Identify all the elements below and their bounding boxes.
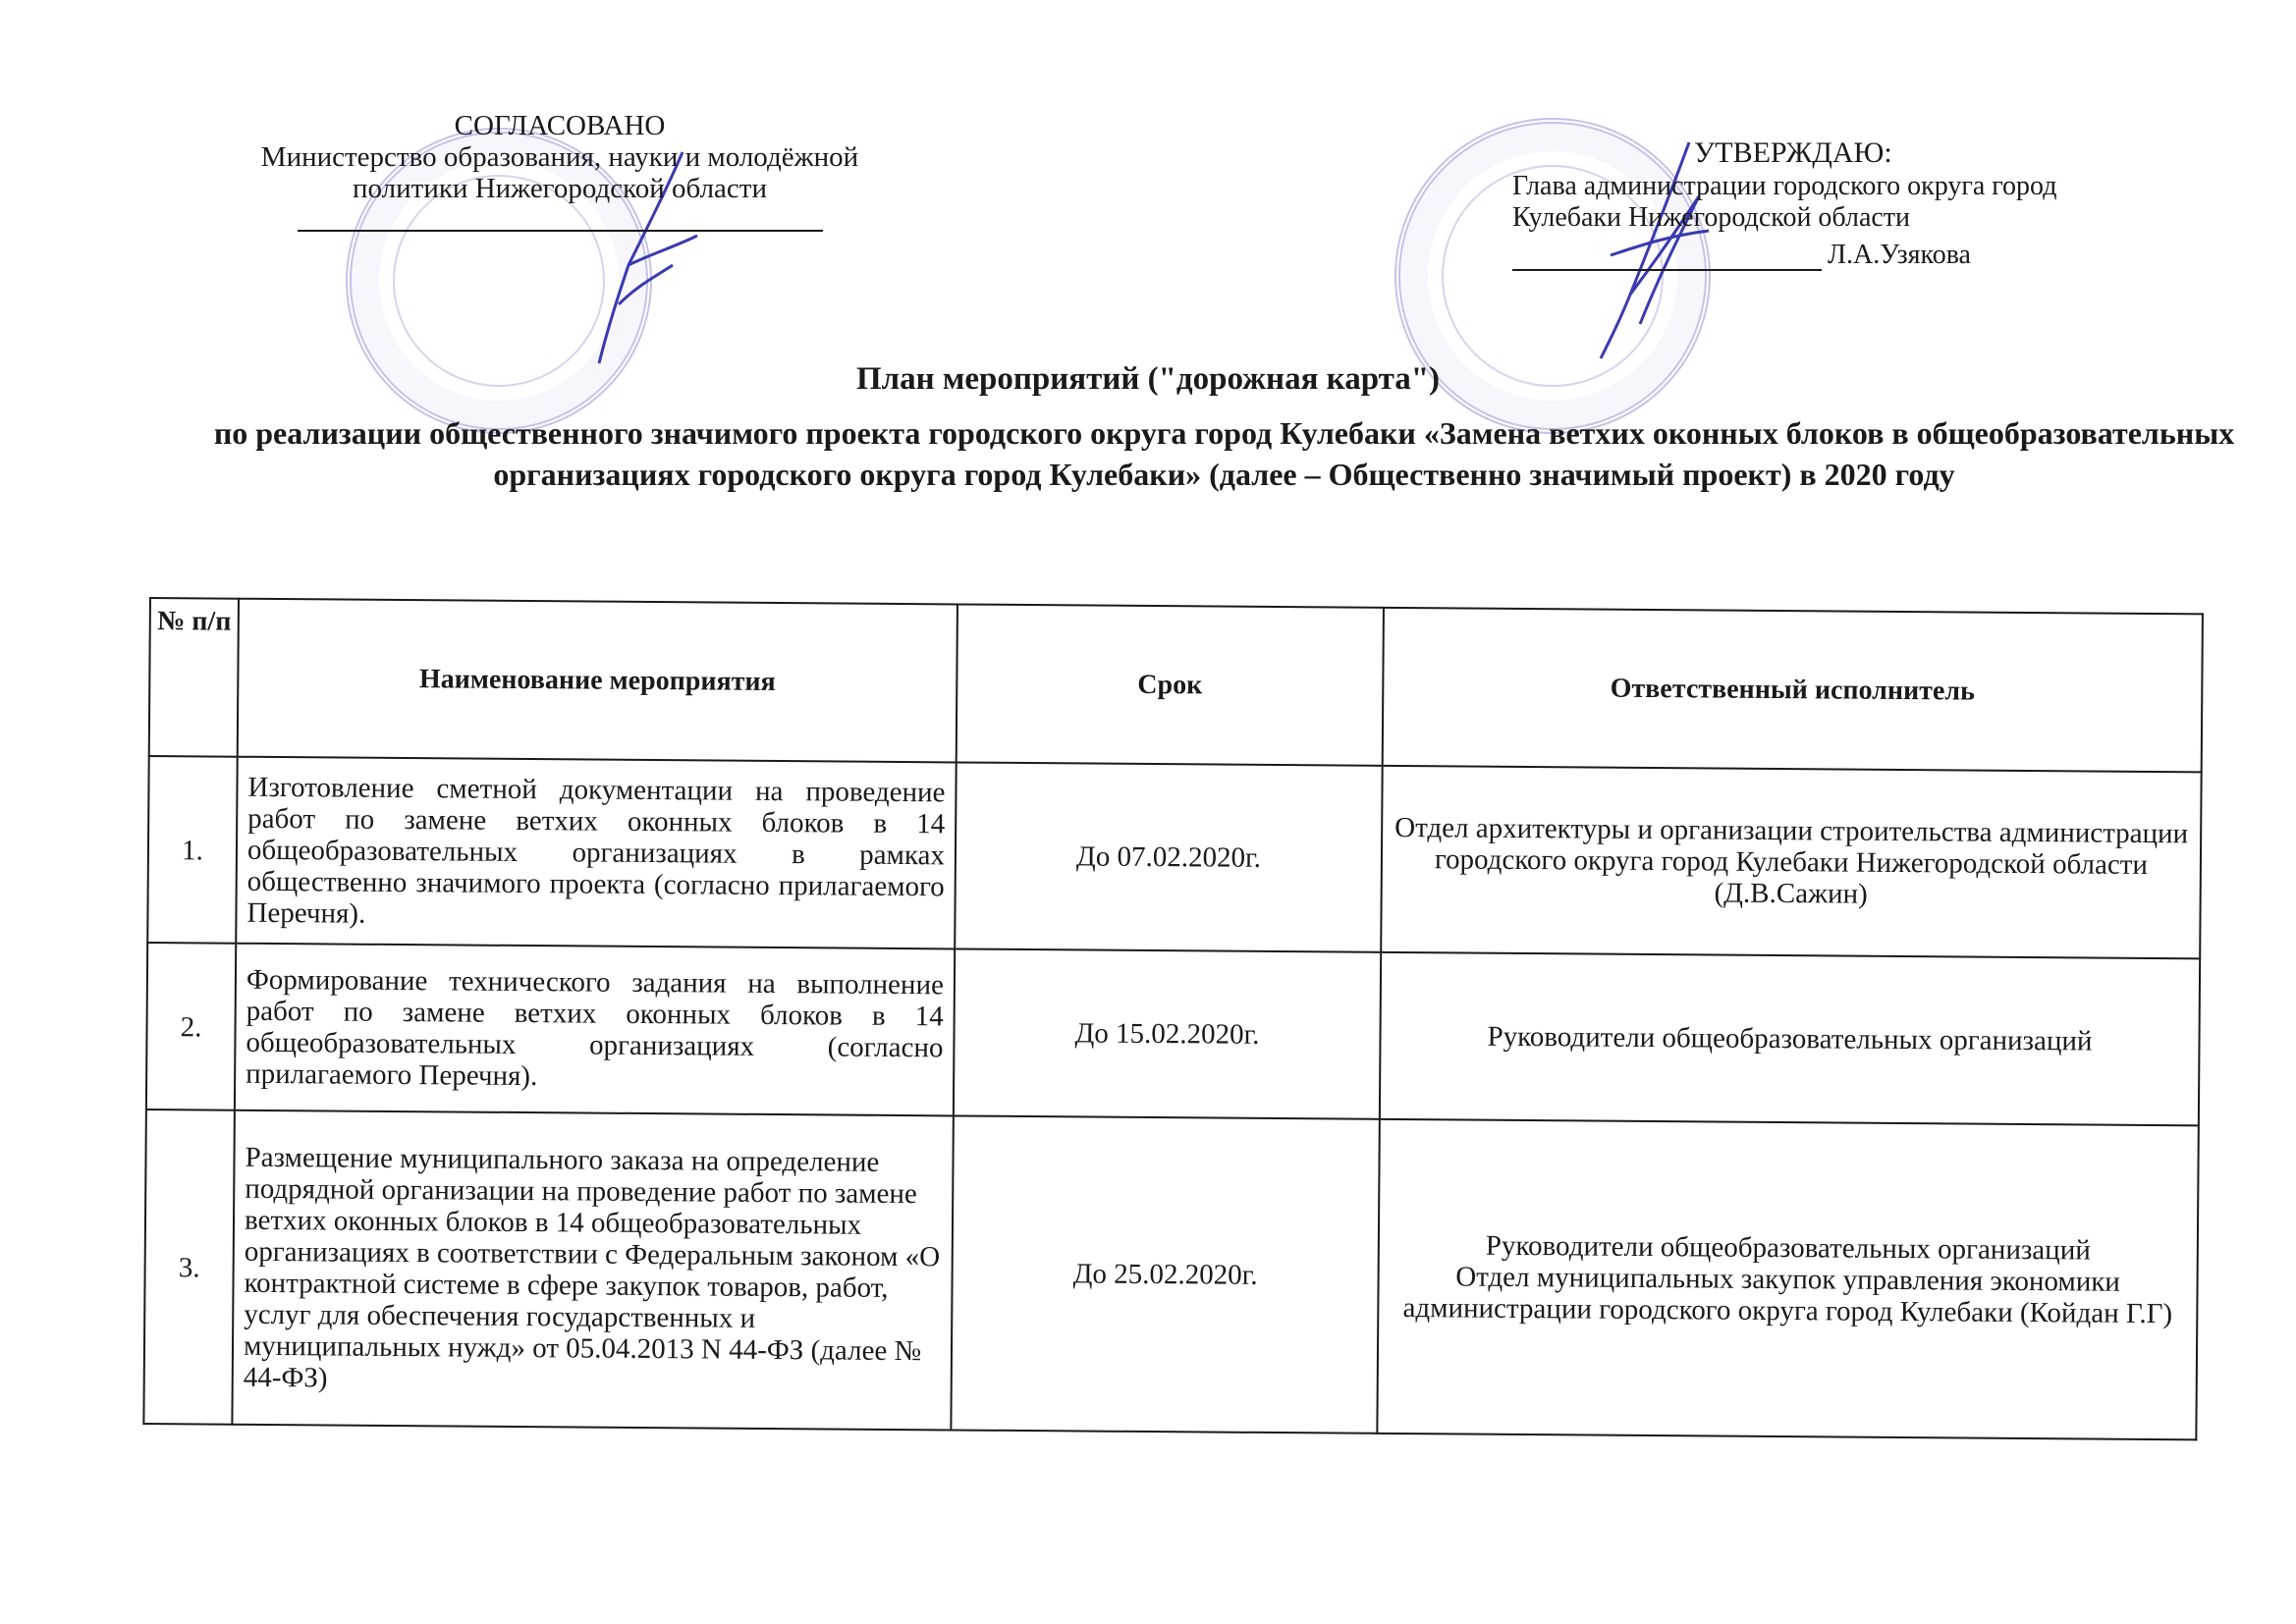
row-name: Размещение муниципального заказа на определение подрядной организации на проведение работ по замене ветхих оконных блоков в 14 общеобразовательных организациях в соответствии с Федеральным законом «О контрактной системе в сфере закупок товаров, работ, услуг для обеспечения государственных и муниципальных нужд» от 05.04.2013 N 44-ФЗ (далее № 44-ФЗ) xyxy=(232,1110,953,1431)
row-responsible xyxy=(1377,1119,2198,1440)
approval-block-right xyxy=(1512,137,2259,271)
row-term: До 15.02.2020г. xyxy=(954,948,1381,1118)
roadmap-table xyxy=(142,597,2204,1440)
table-header-row xyxy=(149,598,2203,772)
header-term: Срок xyxy=(957,604,1384,765)
table-row xyxy=(147,756,2201,958)
signature-line-left xyxy=(298,230,823,232)
row-responsible-line1: Руководители общеобразовательных организаций xyxy=(1485,1229,2091,1267)
table-row xyxy=(143,1110,2198,1439)
approval-left-heading: СОГЛАСОВАНО xyxy=(454,110,666,141)
row-term: До 25.02.2020г. xyxy=(951,1115,1379,1433)
row-responsible-line2: Отдел муниципальных закупок управления экономики администрации городского округа город Кулебаки (Койдан Г.Г) xyxy=(1402,1261,2173,1330)
signatory-name: Л.А.Узякова xyxy=(1828,240,1971,270)
header-num: № п/п xyxy=(149,598,239,757)
row-num: 2. xyxy=(146,943,236,1110)
document-title: План мероприятий ("дорожная карта") xyxy=(855,361,1441,397)
header-name: Наименование мероприятия xyxy=(238,599,957,763)
header-responsible: Ответственный исполнитель xyxy=(1383,608,2203,773)
approval-block-left xyxy=(206,110,913,232)
approval-right-heading: УТВЕРЖДАЮ: xyxy=(1694,136,1892,169)
signature-line-right xyxy=(1512,247,1822,271)
row-name: Формирование технического задания на выполнение работ по замене ветхих оконных блоков в 14 общеобразовательных организациях (согласно прилагаемого Перечня). xyxy=(235,944,955,1116)
approval-right-line1: Глава администрации городского округа город xyxy=(1512,171,2057,201)
approval-left-line2: политики Нижегородской области xyxy=(353,173,767,204)
approval-right-line2: Кулебаки Нижегородской области xyxy=(1512,202,1911,233)
document-subtitle: по реализации общественного значимого проекта городского округа город Кулебаки «Замена ветхих оконных блоков в общеобразовательных организациях городского округа город Кулебаки» (далее – Общественно значимый проект) в 2020 году xyxy=(213,415,2235,492)
table-row xyxy=(146,943,2200,1125)
approval-left-line1: Министерство образования, науки и молодёжной xyxy=(260,141,859,173)
row-name: Изготовление сметной документации на проведение работ по замене ветхих оконных блоков в 14 общеобразовательных организациях в рамках общественно значимого проекта (согласно прилагаемого Перечня). xyxy=(236,757,956,949)
row-responsible: Отдел архитектуры и организации строительства администрации городского округа город Кулебаки Нижегородской области (Д.В.Сажин) xyxy=(1381,766,2201,959)
row-num: 3. xyxy=(143,1110,235,1425)
row-responsible: Руководители общеобразовательных организаций xyxy=(1380,952,2200,1126)
row-num: 1. xyxy=(147,756,237,944)
row-term: До 07.02.2020г. xyxy=(955,762,1382,951)
